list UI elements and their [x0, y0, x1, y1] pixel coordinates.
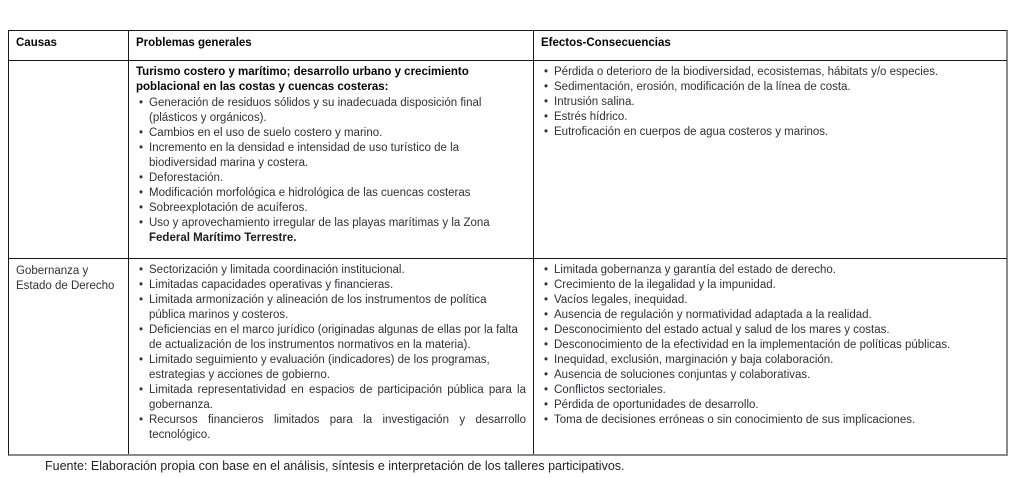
problemas-title: Turismo costero y marítimo; desarrollo urbano y crecimiento poblacional en las costas y cuencas costeras:	[136, 66, 469, 93]
bullet-item: • Crecimiento de la ilegalidad y la impunidad.	[541, 278, 1000, 293]
bullet-item: • Modificación morfológica e hidrológica de las cuencas costeras	[136, 186, 526, 201]
bullet-item: • Toma de decisiones erróneas o sin conocimiento de sus implicaciones.	[541, 413, 1000, 428]
cell-causa: Gobernanza y Estado de Derecho	[9, 259, 129, 454]
bullet-item: • Deforestación.	[136, 171, 526, 186]
problemas-list	[136, 96, 526, 246]
causes-problems-effects-table	[8, 30, 1008, 456]
bullet-item: • Limitada representatividad en espacios de participación pública para la gobernanza.	[136, 383, 526, 413]
column-header-efectos-consecuencias: Efectos-Consecuencias	[534, 31, 1007, 61]
bullet-item: • Limitada gobernanza y garantía del estado de derecho.	[541, 263, 1000, 278]
efectos-list	[541, 263, 1000, 428]
bullet-item: • Desconocimiento de la efectividad en la implementación de políticas públicas.	[541, 338, 1000, 353]
column-header-causas: Causas	[9, 31, 129, 61]
bullet-item: • Limitadas capacidades operativas y financieras.	[136, 278, 526, 293]
bullet-item: • Sectorización y limitada coordinación institucional.	[136, 263, 526, 278]
bullet-item: • Estrés hídrico.	[541, 110, 1000, 125]
efectos-list	[541, 65, 1000, 140]
table-row	[9, 259, 1006, 454]
bullet-item: • Conflictos sectoriales.	[541, 383, 1000, 398]
table-row	[9, 61, 1006, 259]
bullet-item: • Vacíos legales, inequidad.	[541, 293, 1000, 308]
bullet-item: • Limitada armonización y alineación de los instrumentos de política pública marinos y costeros.	[136, 293, 526, 323]
cell-efectos-consecuencias	[534, 259, 1007, 454]
cell-problemas-generales	[129, 61, 534, 259]
bullet-item: • Desconocimiento del estado actual y salud de los mares y costas.	[541, 323, 1000, 338]
source-note: Fuente: Elaboración propia con base en el análisis, síntesis e interpretación de los talleres participativos.	[45, 459, 625, 473]
problemas-list	[136, 263, 526, 443]
bullet-item: • Cambios en el uso de suelo costero y marino.	[136, 126, 526, 141]
bullet-item: • Sedimentación, erosión, modificación de la línea de costa.	[541, 80, 1000, 95]
bullet-item: • Ausencia de regulación y normatividad adaptada a la realidad.	[541, 308, 1000, 323]
bullet-item: • Incremento en la densidad e intensidad de uso turístico de la biodiversidad marina y costera.	[136, 141, 526, 171]
bullet-item: • Sobreexplotación de acuíferos.	[136, 201, 526, 216]
column-header-problemas-generales: Problemas generales	[129, 31, 534, 61]
bullet-item: • Pérdida de oportunidades de desarrollo.	[541, 398, 1000, 413]
bullet-item: • Intrusión salina.	[541, 95, 1000, 110]
bullet-item: • Pérdida o deterioro de la biodiversidad, ecosistemas, hábitats y/o especies.	[541, 65, 1000, 80]
bullet-item: • Recursos financieros limitados para la investigación y desarrollo tecnológico.	[136, 413, 526, 443]
cell-efectos-consecuencias	[534, 61, 1007, 259]
cell-problemas-generales	[129, 259, 534, 454]
bullet-item: • Generación de residuos sólidos y su inadecuada disposición final (plásticos y orgánicos).	[136, 96, 526, 126]
bullet-item: • Uso y aprovechamiento irregular de las playas marítimas y la Zona Federal Marítimo Terrestre.	[136, 216, 526, 246]
bullet-item-bold-segment: Federal Marítimo Terrestre.	[149, 232, 297, 244]
bullet-item: • Eutroficación en cuerpos de agua costeros y marinos.	[541, 125, 1000, 140]
bullet-item: • Inequidad, exclusión, marginación y baja colaboración.	[541, 353, 1000, 368]
bullet-item: • Deficiencias en el marco jurídico (originadas algunas de ellas por la falta de actualización de los instrumentos normativos en la materia).	[136, 323, 526, 353]
bullet-item: • Ausencia de soluciones conjuntas y colaborativas.	[541, 368, 1000, 383]
cell-causa	[9, 61, 129, 259]
table-header-row	[9, 31, 1006, 61]
bullet-item: • Limitado seguimiento y evaluación (indicadores) de los programas, estrategias y acciones de gobierno.	[136, 353, 526, 383]
